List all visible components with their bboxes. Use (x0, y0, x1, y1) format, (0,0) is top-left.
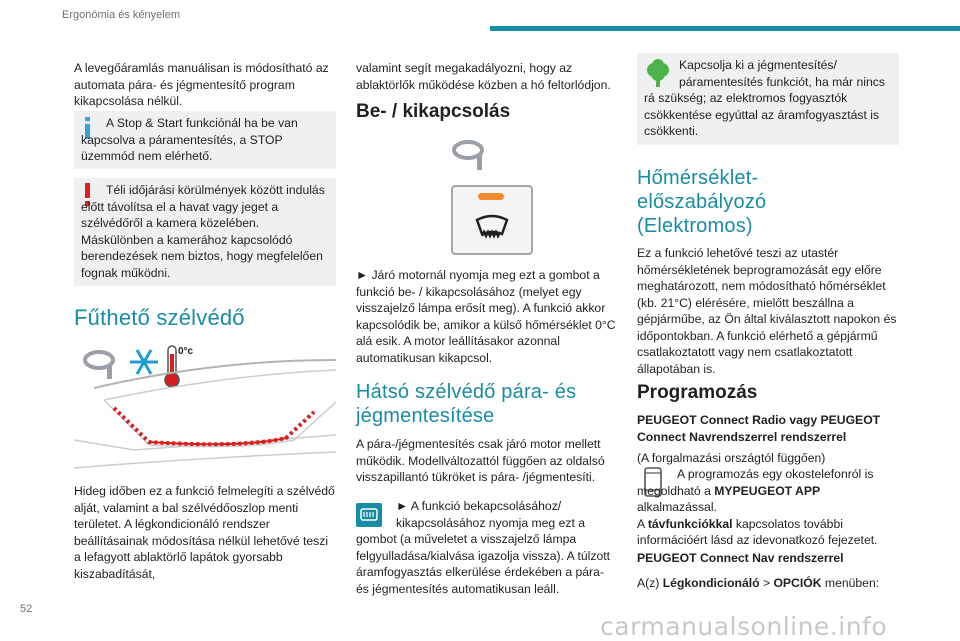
connect-nav-subtitle: PEUGEOT Connect Nav rendszerrel (637, 551, 844, 565)
rear-screen-title: Hátsó szélvédő pára- és jégmentesítése (356, 381, 577, 427)
info-box-text: A Stop & Start funkciónál ha be van kapcsolva a páramentesítés, a STOP üzemmód nem elérhető. (81, 116, 298, 163)
rear-screen-text-2 (356, 498, 618, 597)
warning-box (74, 178, 336, 286)
rear-screen-text-1 (356, 436, 618, 486)
on-off-paragraph: ► Járó motornál nyomja meg ezt a gombot a funkció be- / kikapcsolásához (melyet egy visszajelző lámpa erősít meg). A funkció akkor kapcsolódik be, amikor a külső hőmérséklet 0°C alá esik. A motor leállításakor azonnal automatikusan kikapcsol. (356, 268, 616, 365)
rear-screen-paragraph-1: A pára-/jégmentesítés csak járó motor mellett működik. Modellváltozattól függően az oldalsó visszapillantó tükröket is pára- /jégmentesíti. (356, 437, 605, 484)
programming-title: Programozás (637, 382, 758, 403)
heated-windscreen-illustration (74, 340, 336, 478)
country-note (637, 450, 899, 467)
phone-app-text (637, 466, 899, 549)
eco-tree-icon (645, 59, 671, 89)
watermark: carmanualsonline.info (600, 612, 888, 641)
snowflake-icon (130, 350, 158, 374)
remote-text-c: kapcsolatos további információért lásd az idevonatkozó fejezetet. (637, 516, 878, 547)
intro-paragraph (74, 60, 336, 110)
preheat-text (637, 245, 899, 377)
rear-screen-paragraph-2a: ► A funkció bekapcsolásához/ kikapcsolásához nyomja meg ezt a (396, 499, 586, 530)
steering-wheel-icon (85, 352, 113, 379)
heated-windscreen-text (74, 483, 336, 582)
section-title: Ergonómia és kényelem (62, 9, 181, 21)
thermometer-icon (165, 346, 179, 387)
menu-text-a: A(z) (637, 576, 663, 590)
phone-text-b: alkalmazással. (637, 500, 717, 514)
temperature-label: 0°c (178, 346, 194, 357)
on-off-illustration (444, 136, 538, 258)
menu-separator: > (759, 576, 774, 590)
menu-text-e: menüben: (821, 576, 880, 590)
info-box (74, 111, 336, 169)
continued-text: valamint segít megakadályozni, hogy az ablaktörlők működése közben a hó feltorlódjon. (356, 61, 611, 92)
app-name: MYPEUGEOT APP (714, 483, 821, 498)
menu-path (637, 575, 899, 592)
steering-wheel-icon (454, 142, 482, 170)
eco-box (637, 53, 899, 145)
eco-box-text-b: rá szükség; az elektromos fogyasztók csökkentése egyúttal az áramfogyasztást is csökkenti. (644, 91, 880, 138)
country-note-text: (A forgalmazási országtól függően) (637, 451, 826, 465)
preheat-paragraph: Ez a funkció lehetővé teszi az utastér hőmérsékletének beprogramozását egy előre meghatározott, nem módosítható hőmérséklet (kb. 21°C) elérésére, mielőtt beszállna a gépjárműbe, az Ön által kiválasztott napokon és időpontokban. A funkció elérhető a gépjármű csatlakoztatott vagy nem csatlakoztatott állapotában is. (637, 246, 897, 376)
preheat-title: Hőmérséklet-előszabályozó (Elektromos) (637, 167, 767, 237)
menu-air-con: Légkondicionáló (662, 576, 760, 590)
menu-options: OPCIÓK (773, 576, 822, 590)
phone-text-a: A programozás egy okostelefonról is megoldható a (637, 467, 874, 498)
remote-functions: távfunkciókkal (647, 516, 733, 531)
connect-radio-subtitle: PEUGEOT Connect Radio vagy PEUGEOT Connect Navrendszerrel rendszerrel (637, 413, 881, 444)
on-off-title: Be- / kikapcsolás (356, 101, 511, 122)
on-off-text (356, 267, 618, 366)
eco-box-text-a: Kapcsolja ki a jégmentesítés/ páramentesítés funkciót, ha már nincs (679, 58, 885, 89)
intro-text: A levegőáramlás manuálisan is módosítható az automata pára- és jégmentesítő program kikapcsolása nélkül. (74, 61, 329, 108)
heated-windscreen-title: Fűthető szélvédő (74, 305, 245, 330)
page-number: 52 (20, 603, 33, 615)
rear-screen-paragraph-2b: gombot (a műveletet a visszajelző lámpa felgyulladása/kialvása igazolja vissza). A túlzott áramfogyasztás elkerülése érdekében a pára- és jégmentesítés automatikusan leáll. (356, 532, 611, 596)
warning-box-text: Téli időjárási körülmények között indulás előtt távolítsa el a havat vagy jeget a szélvédőről a kamera közelében. Máskülönben a kamerához kapcsolódó berendezések nem biztos, hogy megfelelően fognak működni. (81, 183, 325, 280)
header-accent-bar (490, 26, 960, 31)
heated-windscreen-button (452, 186, 532, 254)
continued-paragraph (356, 60, 618, 93)
heated-windscreen-paragraph: Hideg időben ez a funkció felmelegíti a szélvédő alját, valamint a bal szélvédőoszlop menti területet. A légkondicionáló rendszer beállításainak módosítása nélkül lehetővé teszi a lefagyott ablaktörlő lapátok gyorsabb kiszabadítását, (74, 484, 335, 581)
remote-text-a: A (637, 516, 648, 531)
